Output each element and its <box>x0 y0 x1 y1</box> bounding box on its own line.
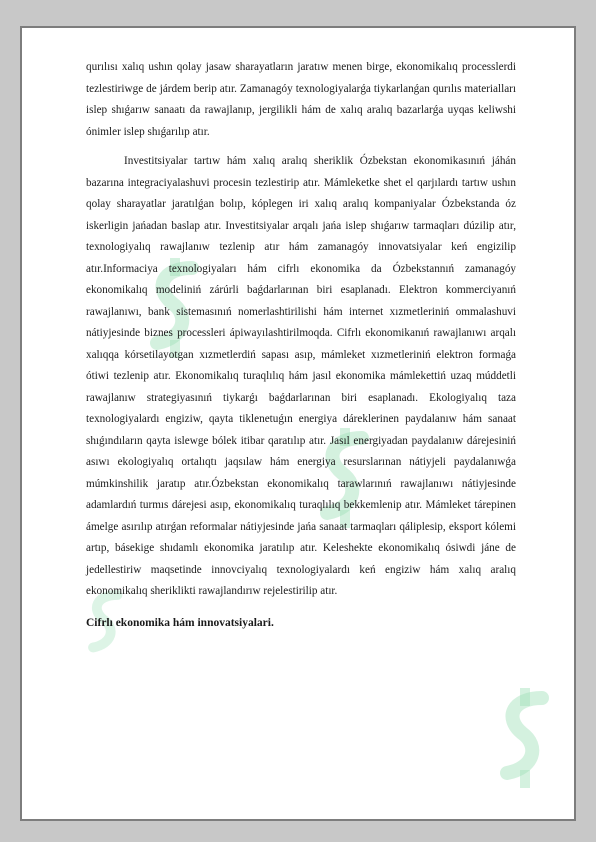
document-body <box>86 57 516 634</box>
document-page <box>20 26 576 821</box>
body-paragraph: Investitsiyalar tartıw hám xalıq aralıq sheriklik Ózbekstan ekonomikasınıń jáhán bazarına integraciyalashuvi procesin tezlestirip atır. Mámleketke shet el qarjılardı tartıw ushın qolay sharayatlar jaratılǵan bolıp, kóplegen iri xalıq aralıq kompaniyalar Ózbekstanda óz iskerligin jańadan baslap atır. Investitsiyalar arqalı jańa islep shıǵarıw tarmaqları dúzilip atır, texnologiyalıq rawajlanıw tezlenip atır hám zamanagóy innovatsiyalar keń engizilip atır.Informaciya texnologiyaları hám cifrlı ekonomika da Ózbekstannıń zamanagóy ekonomikalıq modeliniń zárúrli baǵdarlarınan biri esaplanadı. Elektron kommerciyanıń rawajlanıwı, bank sistemasınıń nomerlashtirilishi hám internet xızmetleriniń ommalashuvi nátiyjesinde biznes processleri ápiwayılashtirilmoqda. Cifrlı ekonomikanıń rawajlanıwı arqalı xalıqqa kórsetilayotgan xızmetlerdiń sapası asıp, mámleket xızmetleriniń elektron formaǵa ótiwi tezlenip atır. Ekonomikalıq turaqlılıq hám jasıl ekonomika mámlekettiń uzaq múddetli rawajlanıw strategiyasınıń tiykarǵı baǵdarlarınan biri esaplanadı. Ekologiyalıq taza texnologiyalardı engiziw, qayta tiklenetuǵın energiya dáreklerinen paydalanıw hám sanaat shıǵındıların qayta islewge bólek itibar qaratılıp atır. Jasıl energiyadan paydalanıw dárejesiniń asıwı ekologiyalıq ortalıqtı jaqsılaw hám energiya resurslarınan nátiyjeli paydalanıwǵa múmkinshilik jaratıp atır.Ózbekstan ekonomikalıq tarawlarınıń rawajlanıwı nátiyjesinde adamlardıń turmıs dárejesi asıp, ekonomikalıq turaqlılıq bekkemlenip atır. Mámleket tárepinen ámelge asırılıp atırǵan reformalar nátiyjesinde jańa sanaat tarmaqları qáliplesip, eksport kólemi artıp, básekige shıdamlı ekonomika jaratılıp atır. Keleshekte ekonomikalıq ósiwdi jáne de jedellestiriw maqsetinde innovciyalıq texnologiyalardı keń engiziw hám xalıq aralıq ekonomikalıq sheriklikti rawajlandırıw rejelestirilip atır. <box>86 155 516 597</box>
watermark-logo-icon <box>492 688 562 788</box>
section-heading: Cifrlı ekonomika hám innovatsiyalari. <box>86 616 274 629</box>
body-paragraph: qurılısı xalıq ushın qolay jasaw sharayatların jaratıw menen birge, ekonomikalıq processlerdi tezlestiriwge de járdem berip atır. Zamanagóy texnologiyalarǵa tiykarlanǵan qurılıs materialları islep shıǵarıw sanaatı da rawajlanıp, jergilikli hám de xalıq aralıq bazarlarǵa uyqas keliwshi ónimler islep shıǵarılıp atır. <box>86 61 516 138</box>
